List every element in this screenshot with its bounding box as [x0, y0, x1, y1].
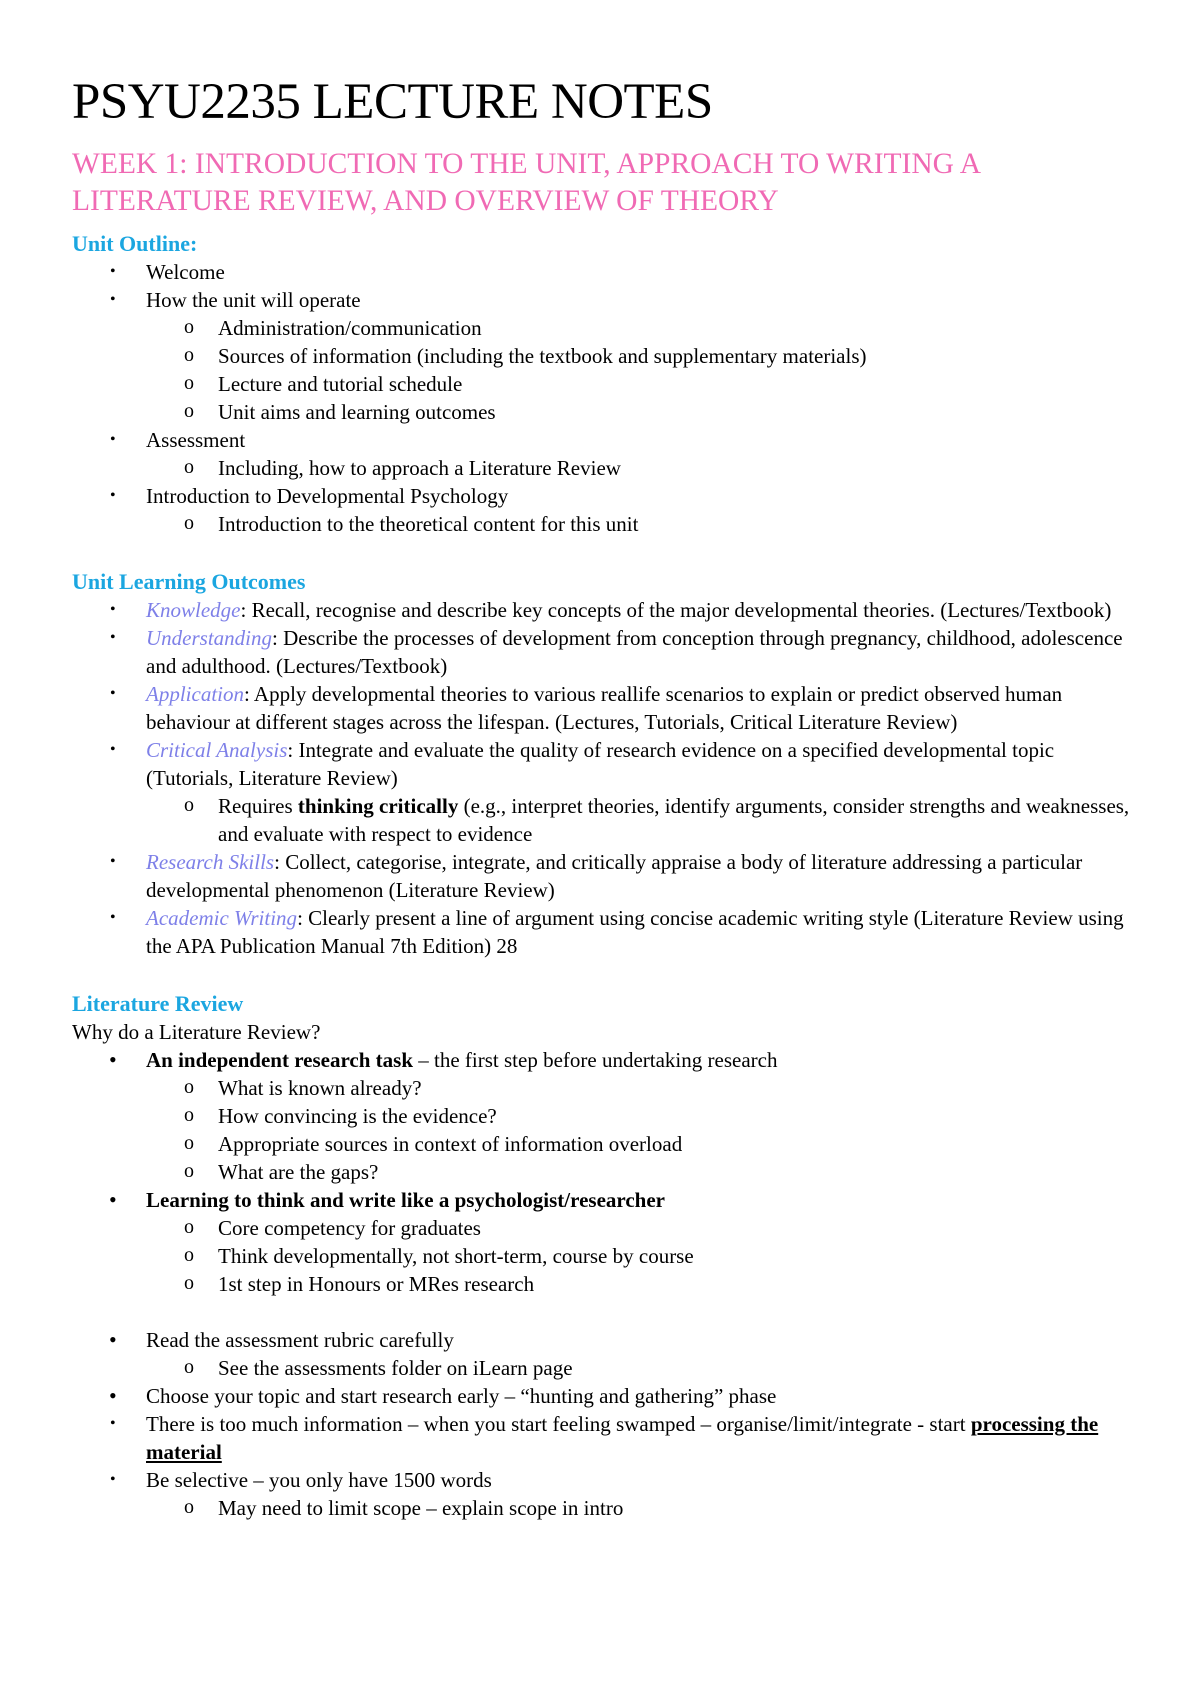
bullet-icon: • — [110, 601, 116, 618]
outcome-text: : Integrate and evaluate the quality of research evidence on a specified developmental topic (Tutorials, Literature Review) — [146, 738, 1055, 790]
list-item — [72, 904, 1140, 960]
sub-list-item — [146, 398, 1140, 426]
unit-outline-list — [72, 258, 1140, 538]
sub-list-item — [146, 1270, 1140, 1298]
circle-bullet-icon: o — [184, 1160, 194, 1182]
bullet-icon: • — [109, 1047, 117, 1072]
outcome-term: Critical Analysis — [146, 738, 288, 762]
bullet-icon: • — [110, 629, 116, 646]
circle-bullet-icon: o — [184, 1076, 194, 1098]
sub-list — [146, 1354, 1140, 1382]
list-item-text: Unit aims and learning outcomes — [218, 400, 496, 424]
bullet-icon: • — [109, 1383, 117, 1408]
unit-outline-heading: Unit Outline: — [72, 231, 198, 256]
bullet-icon: • — [110, 263, 116, 280]
bullet-icon: • — [110, 909, 116, 926]
sub-list-item — [146, 1102, 1140, 1130]
list-item — [72, 482, 1140, 538]
sub-list-item — [146, 1242, 1140, 1270]
week-heading: WEEK 1: INTRODUCTION TO THE UNIT, APPROACH TO WRITING A LITERATURE REVIEW, AND OVERVIEW OF THEORY — [72, 148, 980, 217]
literature-review-question: Why do a Literature Review? — [72, 1020, 321, 1044]
circle-bullet-icon: o — [184, 794, 194, 816]
sub-list — [146, 1494, 1140, 1522]
list-item-text: How convincing is the evidence? — [218, 1104, 497, 1128]
sub-list-item — [146, 792, 1140, 848]
circle-bullet-icon: o — [184, 344, 194, 366]
emphasis-text: An independent research task — [146, 1048, 414, 1072]
sub-list — [146, 1074, 1140, 1186]
list-item-text: 1st step in Honours or MRes research — [218, 1272, 535, 1296]
sub-list — [146, 792, 1140, 848]
circle-bullet-icon: o — [184, 1104, 194, 1126]
page-title: PSYU2235 LECTURE NOTES — [72, 74, 713, 130]
learning-outcomes-list — [72, 596, 1140, 960]
list-item — [72, 1186, 1140, 1298]
circle-bullet-icon: o — [184, 372, 194, 394]
list-item — [72, 848, 1140, 904]
outcome-text: : Describe the processes of development from conception through pregnancy, childhood, adolescence and adulthood. (Lectures/Textbook) — [146, 626, 1123, 678]
list-item — [72, 736, 1140, 848]
list-item-text: What is known already? — [218, 1076, 422, 1100]
list-item — [72, 1326, 1140, 1382]
sub-list-item — [146, 454, 1140, 482]
list-item-text: How the unit will operate — [146, 288, 361, 312]
outcome-text: : Collect, categorise, integrate, and critically appraise a body of literature addressing a particular developmental phenomenon (Literature Review) — [146, 850, 1083, 902]
bullet-icon: • — [110, 853, 116, 870]
list-item — [72, 680, 1140, 736]
bullet-icon: • — [110, 1471, 116, 1488]
circle-bullet-icon: o — [184, 1272, 194, 1294]
circle-bullet-icon: o — [184, 1356, 194, 1378]
circle-bullet-icon: o — [184, 316, 194, 338]
literature-review-list — [72, 1046, 1140, 1522]
bullet-icon: • — [110, 431, 116, 448]
outcome-text: : Apply developmental theories to various reallife scenarios to explain or predict observed human behaviour at different stages across the lifespan. (Lectures, Tutorials, Critical Literature Review) — [146, 682, 1063, 734]
list-item — [72, 258, 1140, 286]
list-item-text: See the assessments folder on iLearn page — [218, 1356, 573, 1380]
outcome-term: Knowledge — [146, 598, 241, 622]
circle-bullet-icon: o — [184, 1244, 194, 1266]
list-item-text: Administration/communication — [218, 316, 482, 340]
sub-list — [146, 1214, 1140, 1298]
sub-list — [146, 510, 1140, 538]
list-item-text: Introduction to Developmental Psychology — [146, 484, 509, 508]
learning-outcomes-heading: Unit Learning Outcomes — [72, 569, 306, 594]
list-item-text: What are the gaps? — [218, 1160, 379, 1184]
list-item-text: Requires — [218, 794, 298, 818]
sub-list — [146, 314, 1140, 426]
list-item-text: May need to limit scope – explain scope in intro — [218, 1496, 624, 1520]
circle-bullet-icon: o — [184, 512, 194, 534]
bullet-icon: • — [110, 741, 116, 758]
list-item-text: Sources of information (including the textbook and supplementary materials) — [218, 344, 867, 368]
circle-bullet-icon: o — [184, 1496, 194, 1518]
sub-list-item — [146, 1354, 1140, 1382]
list-item-text: Think developmentally, not short-term, course by course — [218, 1244, 694, 1268]
list-item-text: Including, how to approach a Literature Review — [218, 456, 621, 480]
list-item-text: (e.g., interpret theories, identify arguments, consider strengths and weaknesses, and evaluate with respect to evidence — [218, 794, 1130, 846]
bullet-icon: • — [110, 487, 116, 504]
circle-bullet-icon: o — [184, 1216, 194, 1238]
circle-bullet-icon: o — [184, 400, 194, 422]
sub-list-item — [146, 370, 1140, 398]
sub-list-item — [146, 342, 1140, 370]
outcome-term: Understanding — [146, 626, 272, 650]
outcome-text: : Clearly present a line of argument using concise academic writing style (Literature Review using the APA Publication Manual 7th Edition) 28 — [146, 906, 1124, 958]
list-item-text: Lecture and tutorial schedule — [218, 372, 463, 396]
sub-list — [146, 454, 1140, 482]
emphasis-text: thinking critically — [297, 794, 459, 818]
sub-list-item — [146, 1494, 1140, 1522]
list-item-text: Core competency for graduates — [218, 1216, 481, 1240]
emphasis-text: Learning to think and write like a psychologist/researcher — [146, 1188, 665, 1212]
list-item-text: – the first step before undertaking research — [413, 1048, 778, 1072]
outcome-term: Application — [146, 682, 244, 706]
sub-list-item — [146, 314, 1140, 342]
list-item-text: There is too much information – when you start feeling swamped – organise/limit/integrate - start — [146, 1412, 971, 1436]
outcome-term: Academic Writing — [146, 906, 298, 930]
list-item — [72, 1466, 1140, 1522]
sub-list-item — [146, 1158, 1140, 1186]
bullet-icon: • — [109, 1187, 117, 1212]
circle-bullet-icon: o — [184, 1132, 194, 1154]
sub-list-item — [146, 1214, 1140, 1242]
list-item — [72, 286, 1140, 426]
list-item-text: Appropriate sources in context of information overload — [218, 1132, 683, 1156]
list-item — [72, 1410, 1140, 1466]
list-item — [72, 624, 1140, 680]
sub-list-item — [146, 1130, 1140, 1158]
list-item — [72, 426, 1140, 482]
outcome-term: Research Skills — [146, 850, 275, 874]
sub-list-item — [146, 1074, 1140, 1102]
bullet-icon: • — [110, 291, 116, 308]
list-item-text: Read the assessment rubric carefully — [146, 1328, 454, 1352]
sub-list-item — [146, 510, 1140, 538]
list-item — [72, 1046, 1140, 1186]
list-item-text: Choose your topic and start research early – “hunting and gathering” phase — [146, 1384, 777, 1408]
circle-bullet-icon: o — [184, 456, 194, 478]
bullet-icon: • — [110, 1415, 116, 1432]
list-item — [72, 596, 1140, 624]
bullet-icon: • — [109, 1327, 117, 1352]
underlined-emphasis-text: processing the material — [146, 1412, 1099, 1464]
list-item-text: Introduction to the theoretical content for this unit — [218, 512, 639, 536]
list-item-text: Be selective – you only have 1500 words — [146, 1468, 492, 1492]
outcome-text: : Recall, recognise and describe key concepts of the major developmental theories. (Lectures/Textbook) — [240, 598, 1112, 622]
list-item-text: Welcome — [146, 260, 225, 284]
list-item-text: Assessment — [146, 428, 246, 452]
list-item — [72, 1382, 1140, 1410]
literature-review-heading: Literature Review — [72, 991, 244, 1016]
bullet-icon: • — [110, 685, 116, 702]
